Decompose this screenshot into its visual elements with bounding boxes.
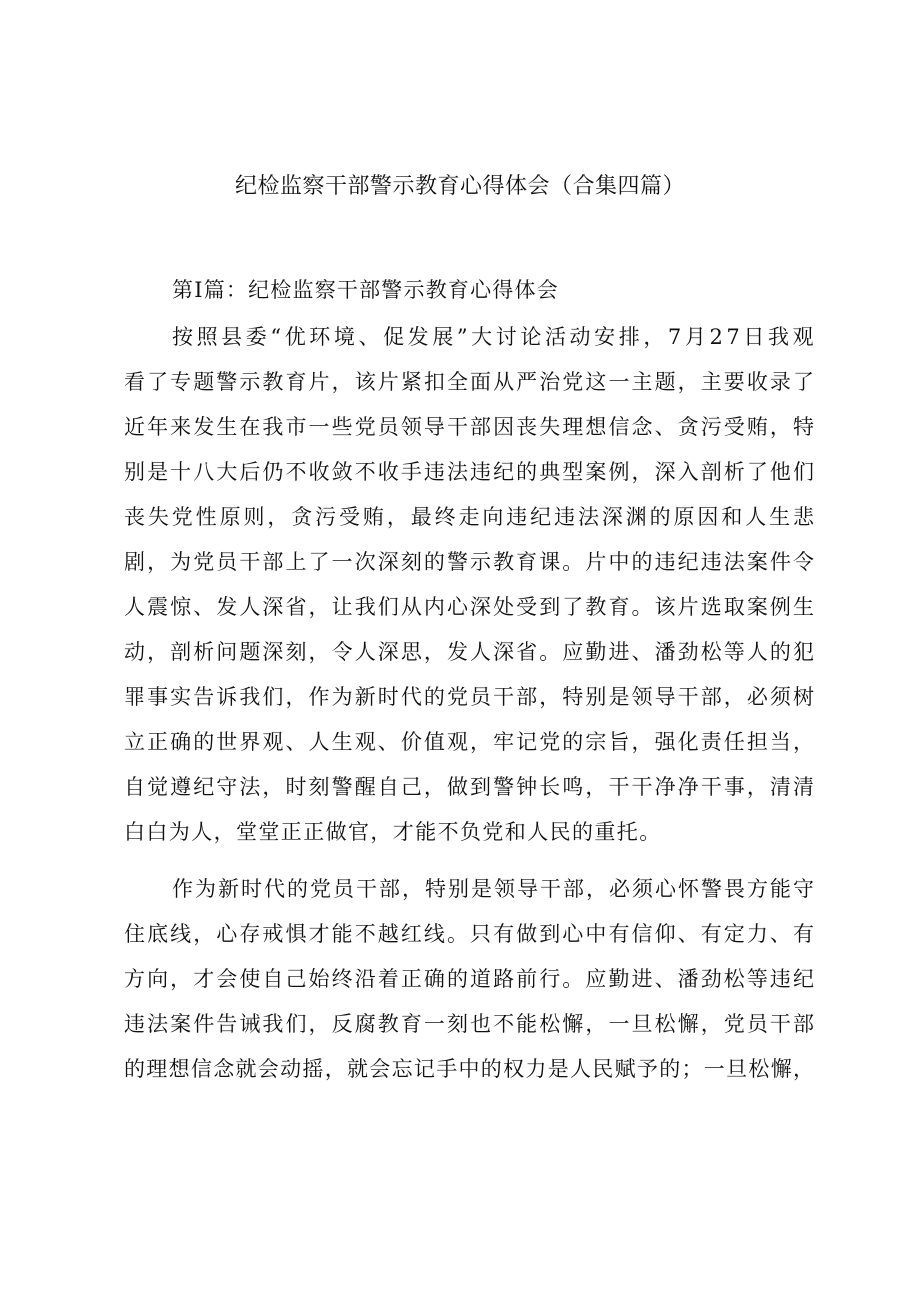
paragraph-line: 白白为人，堂堂正正做官，才能不负党和人民的重托。 (124, 820, 662, 844)
document-title: 纪检监察干部警示教育心得体会（合集四篇） (234, 174, 685, 199)
paragraph-line: 自觉遵纪守法，时刻警醒自己，做到警钟长鸣，干干净净干事，清清 (124, 775, 817, 799)
paragraph-line: 的理想信念就会动摇，就会忘记手中的权力是人民赋予的；一旦松懈， (124, 1057, 816, 1081)
paragraph-line: 作为新时代的党员干部，特别是领导干部，必须心怀警畏方能守 (172, 877, 816, 901)
paragraph-line: 看了专题警示教育片，该片紧扣全面从严治党这一主题，主要收录了 (124, 370, 817, 394)
paragraph-line: 方向，才会使自己始终沿着正确的道路前行。应勤进、潘劲松等违纪 (124, 967, 817, 991)
paragraph-line: 立正确的世界观、人生观、价值观，牢记党的宗旨，强化责任担当， (124, 730, 817, 754)
paragraph-line: 近年来发生在我市一些党员领导干部因丧失理想信念、贪污受贿，特 (124, 415, 817, 439)
paragraph-line: 剧，为党员干部上了一次深刻的警示教育课。片中的违纪违法案件令 (124, 550, 817, 574)
paragraph-line: 住底线，心存戒惧才能不越红线。只有做到心中有信仰、有定力、有 (124, 922, 817, 946)
paragraph-line: 别是十八大后仍不收敛不收手违法违纪的典型案例，深入剖析了他们 (124, 460, 817, 484)
paragraph-line: 丧失党性原则，贪污受贿，最终走向违纪违法深渊的原因和人生悲 (124, 505, 817, 529)
paragraph-line: 按照县委“优环境、促发展”大讨论活动安排，7月27日我观 (172, 325, 818, 349)
section-heading: 第Ⅰ篇：纪检监察干部警示教育心得体会 (172, 278, 559, 302)
paragraph-line: 罪事实告诉我们，作为新时代的党员干部，特别是领导干部，必须树 (124, 685, 817, 709)
paragraph-line: 动，剖析问题深刻，令人深思，发人深省。应勤进、潘劲松等人的犯 (124, 640, 817, 664)
paragraph-line: 人震惊、发人深省，让我们从内心深处受到了教育。该片选取案例生 (124, 595, 817, 619)
paragraph-line: 违法案件告诫我们，反腐教育一刻也不能松懈，一旦松懈，党员干部 (124, 1012, 817, 1036)
